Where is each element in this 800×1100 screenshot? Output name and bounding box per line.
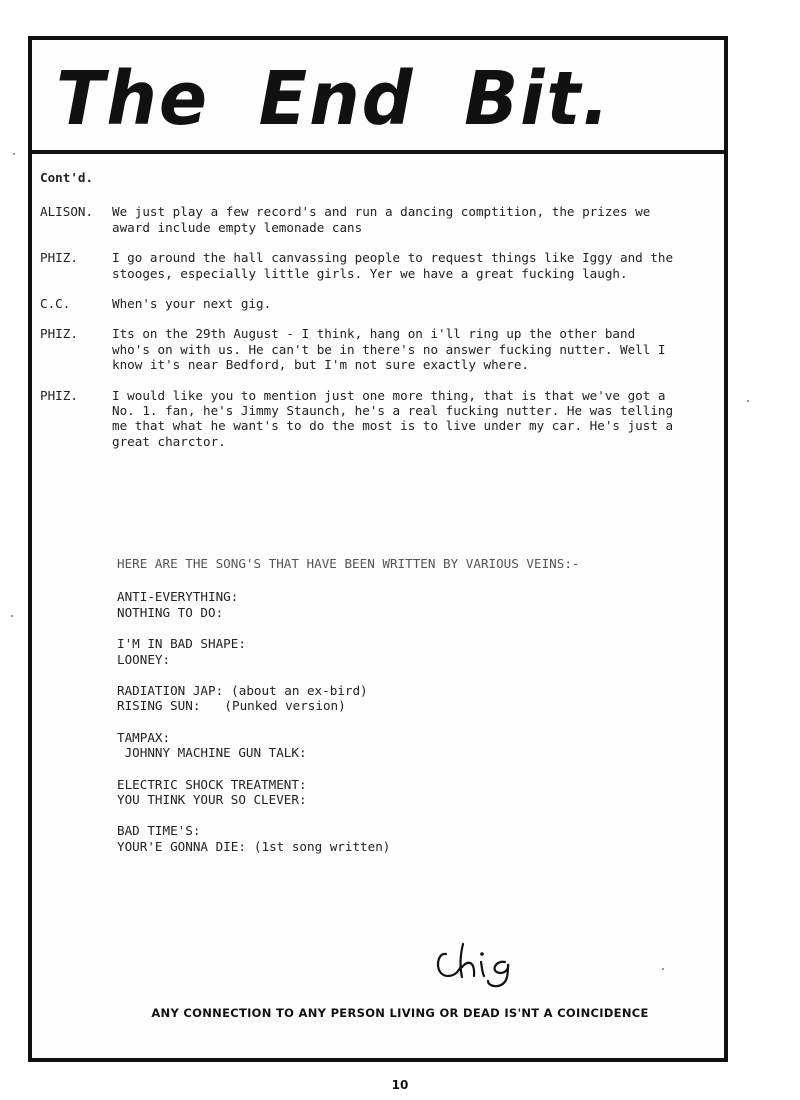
song-list-section xyxy=(117,556,677,870)
song-group xyxy=(117,589,677,620)
interview-entry xyxy=(40,326,680,372)
song-group xyxy=(117,683,677,714)
song-group xyxy=(117,636,677,667)
song-item xyxy=(117,792,677,807)
song-item xyxy=(117,636,677,651)
handwritten-signature xyxy=(432,942,522,988)
song-item xyxy=(117,652,677,667)
speech-text: When's your next gig. xyxy=(112,296,272,312)
song-group xyxy=(117,777,677,808)
song-title: YOUR'E GONNA DIE: xyxy=(117,838,246,854)
paper-speck xyxy=(13,153,15,155)
song-title: NOTHING TO DO: xyxy=(117,604,224,620)
song-note: (Punked version) xyxy=(224,698,346,714)
interview-entry xyxy=(40,296,680,311)
song-title: JOHNNY MACHINE GUN TALK: xyxy=(117,745,307,761)
interview-text xyxy=(40,170,680,464)
song-title: TAMPAX: xyxy=(117,729,171,745)
paper-speck xyxy=(747,400,749,402)
song-title: RISING SUN: xyxy=(117,698,201,714)
page-number: 10 xyxy=(391,1078,409,1092)
interview-entry xyxy=(40,250,680,281)
song-group xyxy=(117,730,677,761)
song-title: YOU THINK YOUR SO CLEVER: xyxy=(117,792,307,808)
speaker-name: PHIZ. xyxy=(40,250,78,266)
song-item xyxy=(117,589,677,604)
song-group xyxy=(117,823,677,854)
title-box xyxy=(32,40,724,154)
song-item xyxy=(117,839,677,854)
song-note: (about an ex-bird) xyxy=(231,683,368,699)
song-item xyxy=(117,730,677,745)
song-item xyxy=(117,698,677,713)
interview-entry xyxy=(40,204,680,235)
song-title: ANTI-EVERYTHING: xyxy=(117,589,239,605)
page-title: The End Bit. xyxy=(56,56,612,142)
song-title: RADIATION JAP: xyxy=(117,683,224,699)
speech-text: I go around the hall canvassing people to request things like Iggy and the stooges, especially little girls. Yer we have a great fucking laugh. xyxy=(112,250,674,281)
speaker-name: C.C. xyxy=(40,296,71,312)
interview-entry xyxy=(40,388,680,450)
continued-label: Cont'd. xyxy=(40,170,94,185)
song-title: ELECTRIC SHOCK TREATMENT: xyxy=(117,776,307,792)
song-title: BAD TIME'S: xyxy=(117,823,201,839)
song-item xyxy=(117,605,677,620)
songs-heading: HERE ARE THE SONG'S THAT HAVE BEEN WRITTEN BY VARIOUS VEINS:- xyxy=(117,556,580,571)
interview-list xyxy=(40,204,680,449)
song-title: LOONEY: xyxy=(117,651,171,667)
speaker-name: ALISON. xyxy=(40,204,94,220)
song-item xyxy=(117,745,677,760)
song-title: I'M IN BAD SHAPE: xyxy=(117,636,246,652)
footer-disclaimer: ANY CONNECTION TO ANY PERSON LIVING OR DEAD IS'NT A COINCIDENCE xyxy=(151,1006,649,1020)
song-groups xyxy=(117,589,677,854)
paper-speck xyxy=(662,968,664,970)
paper-speck xyxy=(11,615,13,617)
song-note: (1st song written) xyxy=(253,838,391,854)
speech-text: I would like you to mention just one more thing, that is that we've got a No. 1. fan, he's Jimmy Staunch, he's a real fucking nutter. He was telling me that what he want's to do the most is to live under my car. He's just a great charctor. xyxy=(112,387,674,449)
speech-text: Its on the 29th August - I think, hang on i'll ring up the other band who's on with us. He can't be in there's no answer fucking nutter. Well I know it's near Bedford, but I'm not sure exactly where. xyxy=(112,326,666,373)
song-item xyxy=(117,777,677,792)
song-item xyxy=(117,823,677,838)
speech-text: We just play a few record's and run a dancing comptition, the prizes we award include empty lemonade cans xyxy=(112,204,651,235)
speaker-name: PHIZ. xyxy=(40,326,78,342)
song-item xyxy=(117,683,677,698)
speaker-name: PHIZ. xyxy=(40,387,78,403)
